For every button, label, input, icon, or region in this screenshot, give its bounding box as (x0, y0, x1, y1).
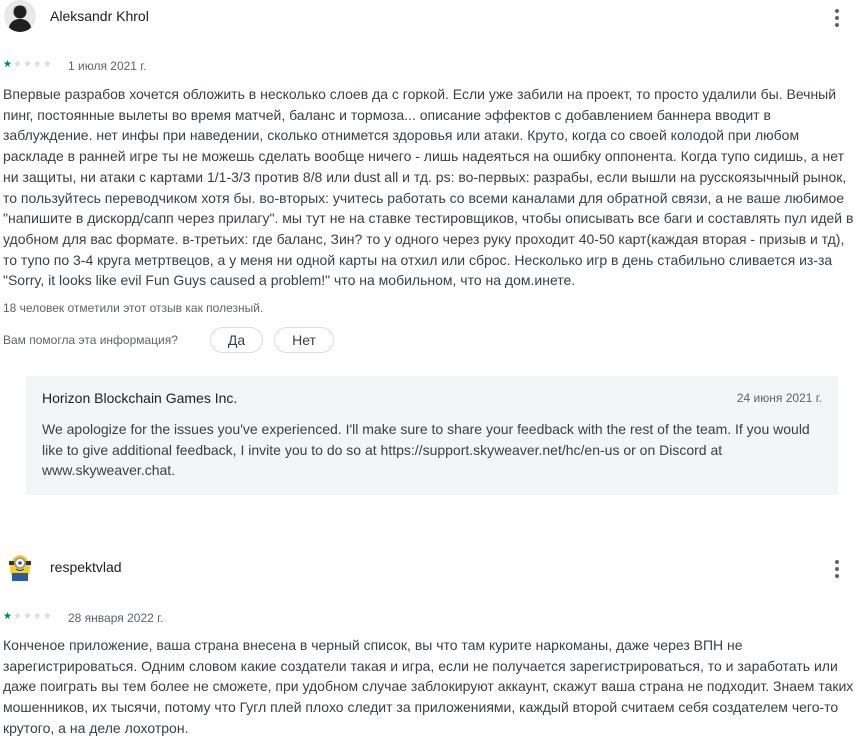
star-icon: ★ (42, 59, 53, 70)
avatar (4, 0, 36, 32)
developer-reply (26, 376, 838, 495)
developer-reply-date: 24 июня 2021 г. (736, 391, 822, 405)
star-icon: ★ (32, 59, 43, 70)
developer-name: Horizon Blockchain Games Inc. (42, 390, 238, 406)
review-author: respektvlad (50, 559, 122, 575)
helpful-yes-button[interactable]: Да (210, 327, 263, 353)
helpful-question: Вам помогла эта информация? (3, 333, 178, 347)
minion-avatar-icon (4, 551, 36, 583)
review-date: 28 января 2022 г. (68, 611, 164, 625)
developer-reply-text: We apologize for the issues you've experienced. I'll make sure to share your feedback with the rest of the team. If you would like to give additional feedback, I invite you to do so at https://support.skyweaver.net/hc/en-us or on Discord at www.skyweaver.chat. (42, 421, 810, 478)
avatar (4, 551, 36, 583)
star-icon: ★ (3, 611, 13, 622)
star-icon: ★ (12, 59, 23, 70)
star-icon: ★ (22, 611, 33, 622)
review-date: 1 июля 2021 г. (68, 59, 147, 73)
helpful-no-button[interactable]: Нет (274, 327, 334, 353)
star-icon: ★ (42, 611, 53, 622)
more-vert-icon[interactable] (826, 6, 848, 32)
star-rating (3, 611, 53, 623)
star-icon: ★ (3, 59, 13, 70)
more-vert-icon[interactable] (826, 557, 848, 583)
star-icon: ★ (12, 611, 23, 622)
silhouette-avatar-icon (4, 0, 36, 32)
review-text: Конченое приложение, ваша страна внесена в черный список, вы что там курите наркоманы, даже через ВПН не зарегистрироваться. Одним словом какие создатели такая и игра, если не получается зарегистрироваться, то и заработать или даже поиграть вы тем более не сможете, при удобном случае заблокируют аккаунт, скажут ваша страна не подходит. Знаем таких мошенников, их тысячи, потому что Гугл плей плохо следит за приложениями, каждый второй считаем себя создателем чего-то крутого, а на деле лохотрон. (3, 637, 854, 736)
review-author: Aleksandr Khrol (50, 8, 149, 24)
star-icon: ★ (32, 611, 43, 622)
star-rating (3, 59, 53, 71)
star-icon: ★ (22, 59, 33, 70)
review-text: Впервые разрабов хочется обложить в несколько слоев да с горкой. Если уже забили на проект, то просто удалили бы. Вечный пинг, постоянные вылеты во время матчей, баланс и тормоза... описание эффектов с добавлением баннера вводит в заблуждение. нет инфы при наведении, сколько отнимется здоровья или атаки. Круто, когда со своей колодой при любом раскладе в ранней игре ты не можешь сделать вообще ничего - лишь надеяться на ошибку оппонента. Когда тупо сидишь, а нет ни защиты, ни атаки с картами 1/1-3/3 против 8/8 или dust all и тд. ps: во-первых: разрабы, если вышли на русскоязычный рынок, то пользуйтесь переводчиком хотя бы. во-вторых: учитесь работать со всеми каналами для обратной связи, а не ваше любимое "напишите в дискорд/сапп через прилагу". мы тут не на ставке тестировщиков, чтобы описывать все баги и составлять пул идей в удобном для вас формате. в-третьих: где баланс, Зин? то у одного через руку проходит 40-50 карт(каждая вторая - призыв и тд), то тупо по 3-4 круга метртвецов, а у меня ни одной карты на отхил или сброс. Несколько игр в день стабильно сливается из-за "Sorry, it looks like evil Fun Guys caused a problem!" что на мобильном, что на дом.инете. (3, 86, 854, 289)
helpful-count: 18 человек отметили этот отзыв как полезный. (3, 301, 264, 315)
